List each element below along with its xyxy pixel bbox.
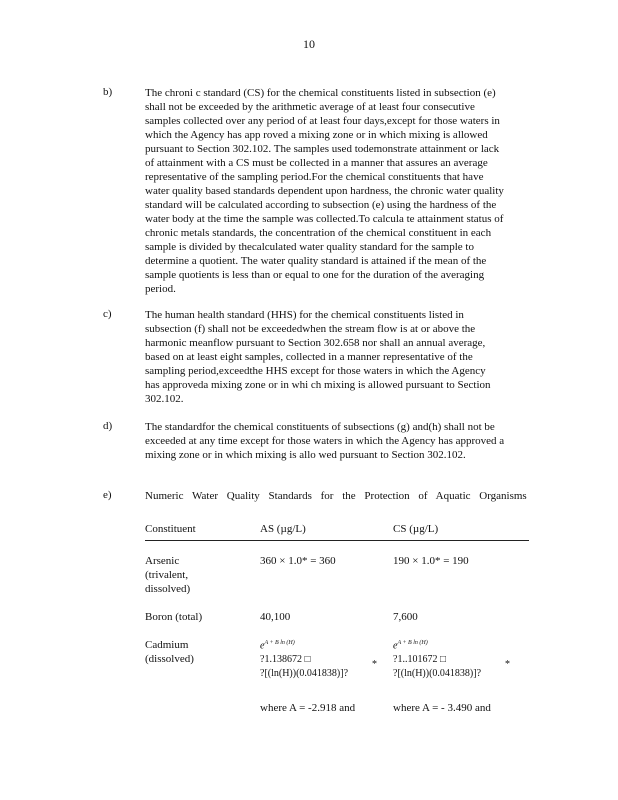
formula-where: where A = - 3.490 and	[393, 702, 491, 715]
text-line: water body at the time the sample was collected.To calcula te attainment status of	[145, 213, 504, 225]
header-divider	[145, 540, 529, 541]
paragraph-label: b)	[103, 86, 113, 98]
text-line: samples collected over any period of at least four days,except for those waters in	[145, 115, 500, 127]
formula-line: ?1..101672 □	[393, 654, 446, 666]
text-line: has approveda mixing zone or in whi ch mixing is allowed pursuant to Section	[145, 379, 491, 391]
text-line: mixing zone or in which mixing is allo wed pursuant to Section 302.102.	[145, 449, 466, 461]
formula-line: ?[(ln(H))(0.041838)]?	[260, 668, 349, 680]
text-line: The standardfor the chemical constituents of subsections (g) and(h) shall not be	[145, 421, 495, 433]
text-line: standard will be calculated according to subsection (e) using the hardness of the	[145, 199, 497, 211]
text-line: period.	[145, 283, 176, 295]
exp-base: e	[393, 640, 398, 652]
table-row-cadmium-constituent	[145, 638, 245, 666]
column-header-constituent: Constituent	[145, 523, 196, 535]
text-line: based on at least eight samples, collected in a manner representative of the	[145, 351, 473, 363]
exp-power: A + B ln (H)	[264, 640, 295, 646]
table-row-cadmium-cs	[393, 636, 533, 715]
text-line: sampling period,exceedthe HHS except for those waters in which the Agency	[145, 365, 486, 377]
text-line: representative of the sampling period.For the chemical constituents that have	[145, 171, 484, 183]
column-header-as: AS (µg/L)	[260, 523, 306, 535]
paragraph-text	[145, 420, 537, 462]
text-line: pursuant to Section 302.102. The samples used todemonstrate attainment or lack	[145, 143, 500, 155]
text-line: water quality based standards dependent upon hardness, the chronic water quality	[145, 185, 504, 197]
footnote-star: *	[372, 659, 377, 670]
constituent-line: (dissolved)	[145, 653, 194, 665]
exp-formula	[393, 636, 533, 653]
paragraph-text	[145, 308, 537, 406]
table-row-arsenic-cs: 190 × 1.0* = 190	[393, 555, 469, 567]
standards-table	[145, 522, 535, 752]
text-line: of attainment with a CS must be collected in a manner that assures an average	[145, 157, 488, 169]
constituent-line: Arsenic	[145, 555, 180, 567]
formula-line: ?1.138672 □	[260, 654, 311, 666]
paragraph-label: c)	[103, 308, 112, 320]
text-line: harmonic meanflow pursuant to Section 302.658 nor shall an annual average,	[145, 337, 486, 349]
paragraph-text	[145, 86, 537, 296]
text-line: exceeded at any time except for those waters in which the Agency has approved a	[145, 435, 505, 447]
text-line: The human health standard (HHS) for the chemical constituents listed in	[145, 309, 464, 321]
text-line: sample is divided by thecalculated water quality standard for the sample to	[145, 241, 474, 253]
exp-power: A + B ln (H)	[397, 640, 428, 646]
text-line: chronic metals standards, the concentration of the chemical constituent in each	[145, 227, 492, 239]
table-row-arsenic-constituent	[145, 554, 245, 596]
paragraph-label: d)	[103, 420, 113, 432]
text-line: determine a quotient. The water quality standard is attained if the mean of the	[145, 255, 487, 267]
table-row-cadmium-as	[260, 636, 390, 715]
column-header-cs: CS (µg/L)	[393, 523, 439, 535]
paragraph-label: e)	[103, 489, 112, 501]
formula-where: where A = -2.918 and	[260, 702, 356, 715]
table-row-boron-constituent: Boron (total)	[145, 611, 203, 623]
text-line: 302.102.	[145, 393, 184, 405]
constituent-line: (trivalent,	[145, 569, 189, 581]
table-row-boron-as: 40,100	[260, 611, 291, 623]
constituent-line: Cadmium	[145, 639, 189, 651]
section-heading: Numeric Water Quality Standards for the Protection of Aquatic Organisms	[145, 490, 527, 502]
text-line: The chroni c standard (CS) for the chemical constituents listed in subsection (e)	[145, 87, 496, 99]
text-line: sample quotients is less than or equal to one for the duration of the averaging	[145, 269, 485, 281]
footnote-star: *	[505, 659, 510, 670]
constituent-line: dissolved)	[145, 583, 191, 595]
formula-line: ?[(ln(H))(0.041838)]?	[393, 668, 482, 680]
exp-base: e	[260, 640, 265, 652]
table-row-boron-cs: 7,600	[393, 611, 418, 623]
text-line: shall not be exceeded by the arithmetic average of at least four consecutive	[145, 101, 475, 113]
page-number: 10	[303, 37, 315, 51]
exp-formula	[260, 636, 390, 653]
table-row-arsenic-as: 360 × 1.0* = 360	[260, 555, 336, 567]
text-line: subsection (f) shall not be exceededwhen the stream flow is at or above the	[145, 323, 476, 335]
text-line: which the Agency has app roved a mixing zone or in which mixing is allowed	[145, 129, 488, 141]
